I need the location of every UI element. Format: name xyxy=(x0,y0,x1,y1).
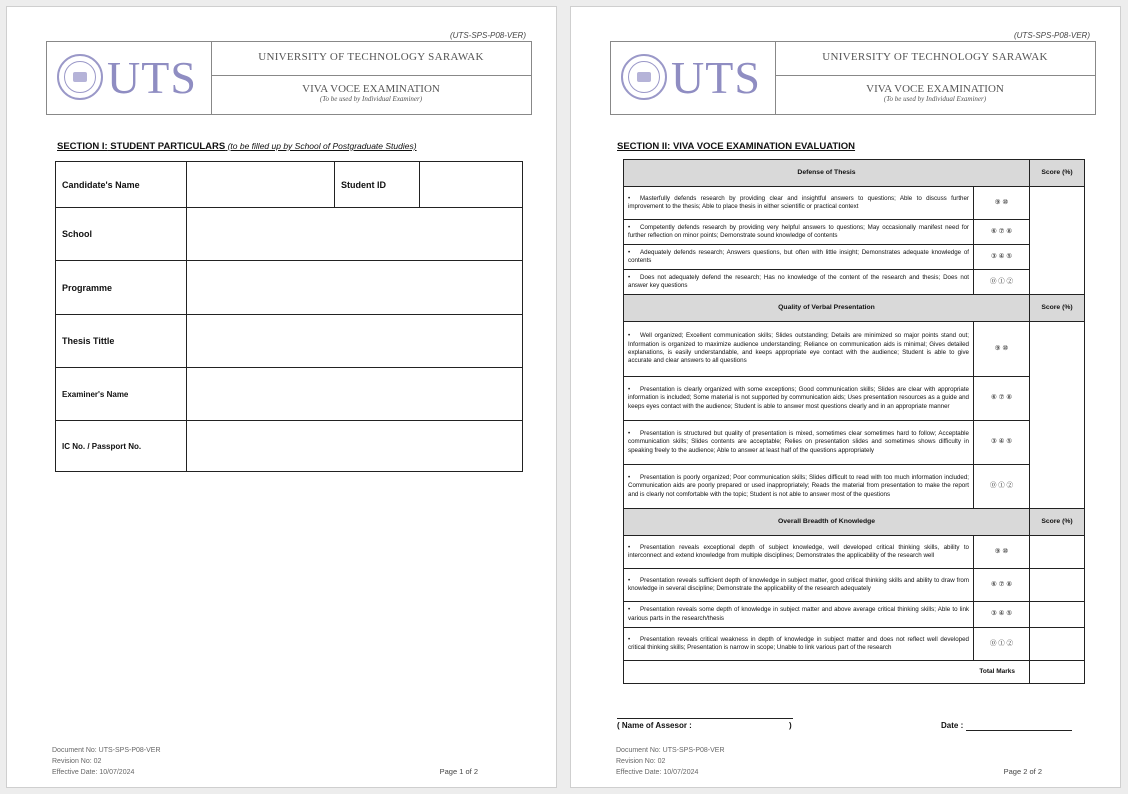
page-2 xyxy=(570,6,1121,788)
effective-date: Effective Date: 10/07/2024 xyxy=(616,769,699,776)
university-name: UNIVERSITY OF TECHNOLOGY SARAWAK xyxy=(775,42,1095,76)
criterion-row: • Presentation is clearly organized with some exceptions; Good communication skills; Slides are clear with appropriate information is included; Some material is not supported by communication aids; Uses presentation resources as a guide and keeps eyes contact with the audience; Student is able to answer most questions clearly and in an appropriate manner xyxy=(624,377,974,421)
assessor-name-label: ( Name of Assesor : xyxy=(617,721,692,730)
revision-no: Revision No: 02 xyxy=(52,758,102,765)
candidate-name-field[interactable] xyxy=(187,162,335,208)
doc-code: (UTS-SPS-P08-VER) xyxy=(1013,31,1090,40)
score-field[interactable] xyxy=(1030,187,1085,295)
ic-passport-label: IC No. / Passport No. xyxy=(56,421,187,472)
date-line[interactable] xyxy=(966,730,1072,731)
total-marks-label: Total Marks xyxy=(624,661,1030,684)
document-no: Document No: UTS-SPS-P08-VER xyxy=(616,747,725,754)
criterion-row: • Masterfully defends research by providing clear and insightful answers to questions; Able to discuss further improvement to the thesis; Able to place thesis in either scientific or practical context xyxy=(624,187,974,220)
criterion-row: • Presentation is structured but quality of presentation is mixed, sometimes clear sometimes hard to follow; Acceptable communication skills; Slides contents are acceptable; Relies on presentation slides and sometimes shows difficulty in speaking freely to the audience; Able to answer at least half of the questions appropriately xyxy=(624,421,974,465)
assessor-close-bracket: ) xyxy=(789,721,792,730)
page-number: Page 2 of 2 xyxy=(1003,767,1042,776)
rating-options[interactable]: ⑥ ⑦ ⑧ xyxy=(974,377,1030,421)
logo-text: UTS xyxy=(671,52,761,103)
document-footer xyxy=(616,745,725,778)
evaluation-table xyxy=(623,159,1085,684)
thesis-title-label: Thesis Tittle xyxy=(56,315,187,368)
criterion-row: • Presentation reveals exceptional depth of subject knowledge, well developed critical thinking skills, ability to interconnect and extend knowledge from multiple disciplines; Demonstrates the applicability of the research well xyxy=(624,536,974,569)
rating-options[interactable]: ⑨ ⑩ xyxy=(974,187,1030,220)
section-1-heading: STUDENT PARTICULARS xyxy=(107,141,226,152)
score-header: Score (%) xyxy=(1030,509,1085,536)
form-header xyxy=(610,41,1096,115)
student-id-label: Student ID xyxy=(335,162,420,208)
section-header: Defense of Thesis xyxy=(624,160,1030,187)
student-particulars-table xyxy=(55,161,523,472)
logo-text: UTS xyxy=(107,52,197,103)
score-field[interactable] xyxy=(1030,569,1085,602)
score-header: Score (%) xyxy=(1030,295,1085,322)
assessor-signature-line[interactable] xyxy=(617,718,793,719)
examiner-name-label: Examiner's Name xyxy=(56,368,187,421)
ic-passport-field[interactable] xyxy=(187,421,523,472)
rating-options[interactable]: ③ ④ ⑤ xyxy=(974,421,1030,465)
rating-options[interactable]: ⑥ ⑦ ⑧ xyxy=(974,569,1030,602)
criterion-row: • Presentation reveals sufficient depth of knowledge in subject matter, good critical thinking skills and ability to draw from knowledge in several discipline; Demonstrate the applicability of the research adequately xyxy=(624,569,974,602)
section-1-label: SECTION I: xyxy=(57,141,108,152)
thesis-title-field[interactable] xyxy=(187,315,523,368)
uts-logo xyxy=(611,42,776,114)
school-field[interactable] xyxy=(187,208,523,261)
rating-options[interactable]: ⓪ ① ② xyxy=(974,628,1030,661)
university-seal-icon xyxy=(57,54,103,100)
programme-label: Programme xyxy=(56,261,187,315)
section-header: Quality of Verbal Presentation xyxy=(624,295,1030,322)
form-title-cell xyxy=(211,75,531,114)
student-id-field[interactable] xyxy=(420,162,523,208)
score-field[interactable] xyxy=(1030,322,1085,509)
rating-options[interactable]: ⑨ ⑩ xyxy=(974,536,1030,569)
page-1 xyxy=(6,6,557,788)
section-2-title: SECTION II: VIVA VOCE EXAMINATION EVALUATION xyxy=(617,141,856,152)
score-header: Score (%) xyxy=(1030,160,1085,187)
criterion-row: • Does not adequately defend the research; Has no knowledge of the content of the research and thesis; Does not answer key questions xyxy=(624,270,974,295)
score-field[interactable] xyxy=(1030,628,1085,661)
criterion-row: • Competently defends research by providing very helpful answers to questions; May occasionally manifest need for further reflection on minor points; Demonstrate sound knowledge of contents xyxy=(624,220,974,245)
rating-options[interactable]: ⓪ ① ② xyxy=(974,465,1030,509)
score-field[interactable] xyxy=(1030,602,1085,628)
section-header: Overall Breadth of Knowledge xyxy=(624,509,1030,536)
form-title-cell xyxy=(775,75,1095,114)
score-field[interactable] xyxy=(1030,536,1085,569)
rating-options[interactable]: ③ ④ ⑤ xyxy=(974,245,1030,270)
rating-options[interactable]: ⓪ ① ② xyxy=(974,270,1030,295)
effective-date: Effective Date: 10/07/2024 xyxy=(52,769,135,776)
criterion-row: • Presentation reveals some depth of knowledge in subject matter and above average critical thinking skills; Able to link various parts in the research/thesis xyxy=(624,602,974,628)
page-number: Page 1 of 2 xyxy=(439,767,478,776)
criterion-row: • Presentation reveals critical weakness in depth of knowledge in subject matter and does not reflect well developed critical thinking skills; Presentation is narrow in scope; Unable to link various part of the research xyxy=(624,628,974,661)
rating-options[interactable]: ③ ④ ⑤ xyxy=(974,602,1030,628)
section-1-title xyxy=(57,141,417,152)
candidate-name-label: Candidate's Name xyxy=(56,162,187,208)
school-label: School xyxy=(56,208,187,261)
form-subtitle: (To be used by Individual Examiner) xyxy=(319,95,423,103)
criterion-row: • Presentation is poorly organized; Poor communication skills; Slides difficult to read with too much information included; Communication aids are poorly prepared or used inappropriately; Reads the material from presentation to make the report and is clearly not comfortable with the topic; Student is not able to answer most of the questions xyxy=(624,465,974,509)
form-title: VIVA VOCE EXAMINATION xyxy=(302,83,440,95)
form-title: VIVA VOCE EXAMINATION xyxy=(866,83,1004,95)
revision-no: Revision No: 02 xyxy=(616,758,666,765)
criterion-row: • Well organized; Excellent communication skills; Slides outstanding; Details are minimized so major points stand out; Information is organized to maximize audience understanding; Reliance on communication aids is minimal; Gives detailed explanations, is easily understandable, and keeps appropriate eye contact with the audience; Student is able to give accurate and clear answers to all questions xyxy=(624,322,974,377)
rating-options[interactable]: ⑥ ⑦ ⑧ xyxy=(974,220,1030,245)
form-subtitle: (To be used by Individual Examiner) xyxy=(883,95,987,103)
university-name: UNIVERSITY OF TECHNOLOGY SARAWAK xyxy=(211,42,531,76)
document-no: Document No: UTS-SPS-P08-VER xyxy=(52,747,161,754)
university-seal-icon xyxy=(621,54,667,100)
date-label: Date : xyxy=(941,721,964,730)
uts-logo xyxy=(47,42,212,114)
rating-options[interactable]: ⑨ ⑩ xyxy=(974,322,1030,377)
form-header xyxy=(46,41,532,115)
document-footer xyxy=(52,745,161,778)
examiner-name-field[interactable] xyxy=(187,368,523,421)
doc-code: (UTS-SPS-P08-VER) xyxy=(449,31,526,40)
programme-field[interactable] xyxy=(187,261,523,315)
criterion-row: • Adequately defends research; Answers questions, but often with little insight; Demonstrates adequate knowledge of contents xyxy=(624,245,974,270)
total-marks-field[interactable] xyxy=(1030,661,1085,684)
section-1-note: (to be filled up by School of Postgraduate Studies) xyxy=(225,141,417,151)
